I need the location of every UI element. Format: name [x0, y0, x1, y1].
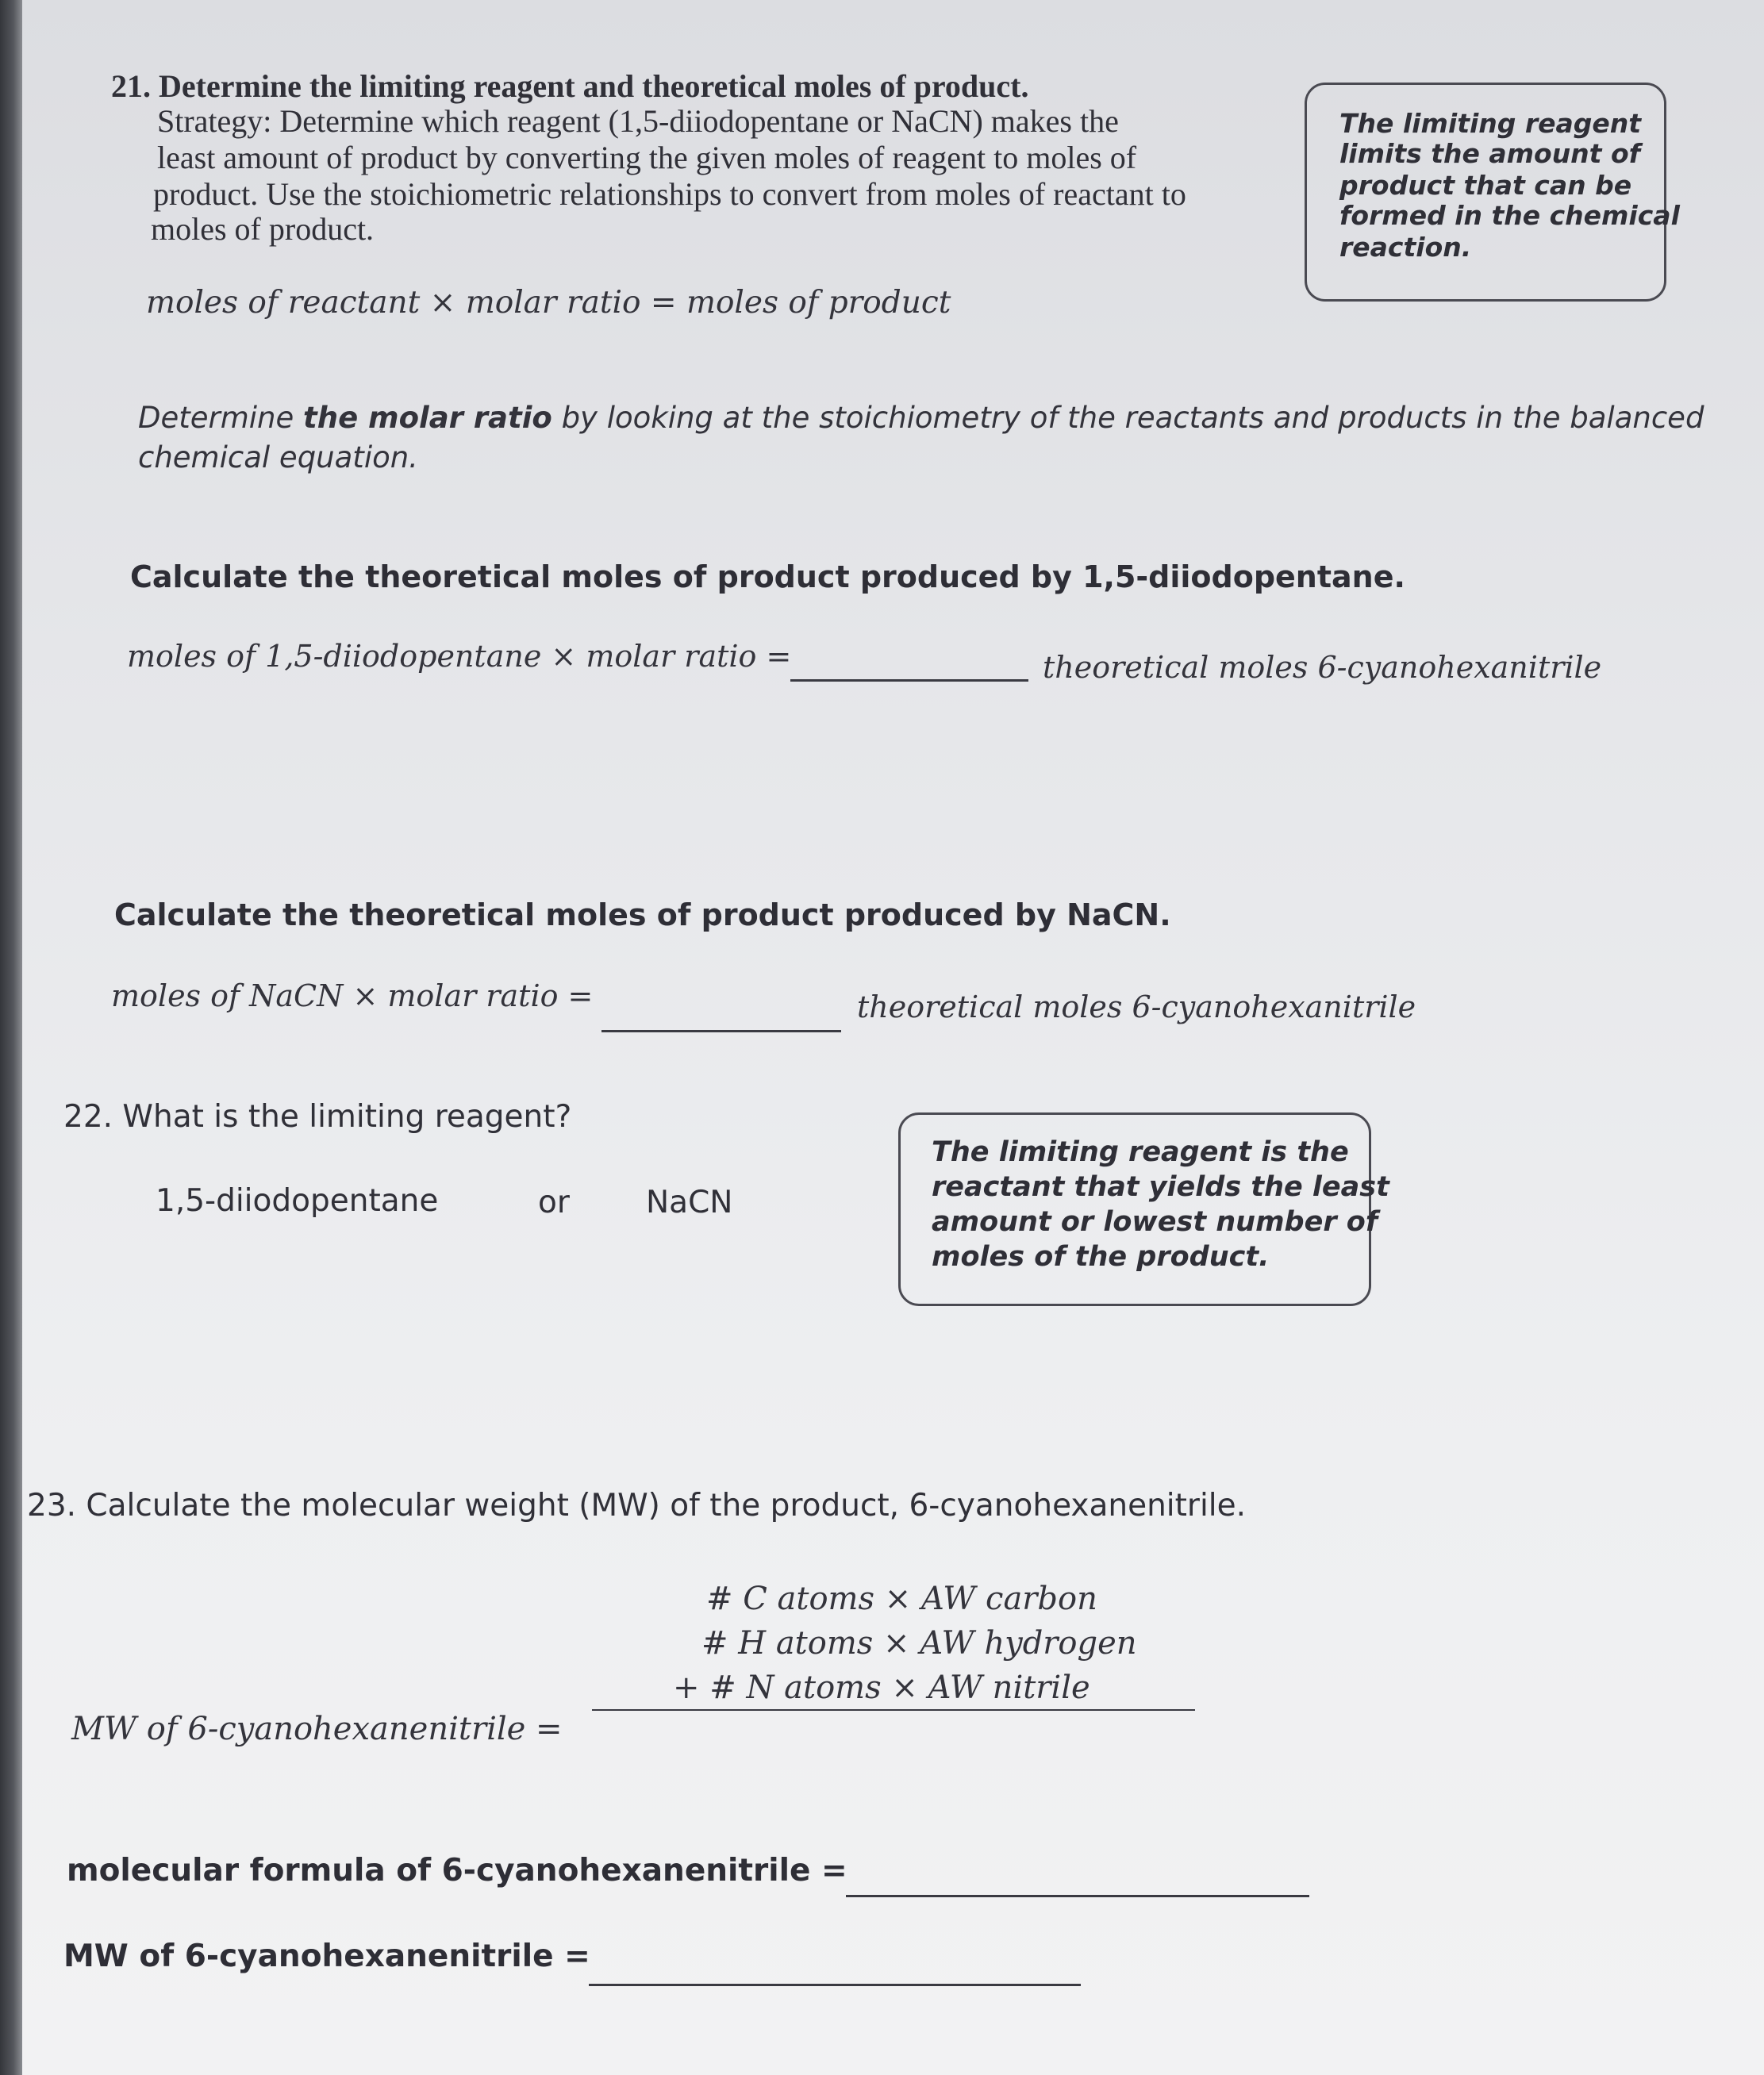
or-label: or [538, 1185, 570, 1220]
molar-ratio-instruction-start: Determine [138, 401, 304, 435]
calc2-answer-blank[interactable] [601, 1030, 841, 1032]
definition-box-line-3: amount or lowest number of [932, 1206, 1378, 1238]
q21-strategy-line-1: Strategy: Determine which reagent (1,5-diiodopentane or NaCN) makes the [157, 103, 1119, 139]
mw-answer-blank[interactable] [589, 1984, 1081, 1986]
note-box-line-1: The limiting reagent [1339, 108, 1642, 139]
q23-heading: 23. Calculate the molecular weight (MW) of the product, 6-cyanohexanenitrile. [27, 1488, 1247, 1524]
molecular-formula-label: molecular formula of 6-cyanohexanenitrile = [67, 1853, 847, 1889]
molar-ratio-instruction-line-1 [138, 402, 1704, 436]
molecular-formula-answer-blank[interactable] [846, 1895, 1309, 1897]
page-left-edge-shadow [0, 0, 22, 2075]
q21-strategy-line-3: product. Use the stoichiometric relationships to convert from moles of reactant to [153, 176, 1186, 212]
note-box-line-3: product that can be [1339, 170, 1632, 201]
note-box-line-5: reaction. [1339, 232, 1472, 263]
option-1-5-diiodopentane[interactable]: 1,5-diiodopentane [156, 1183, 439, 1219]
mw-sum-line [592, 1709, 1195, 1711]
mw-term-hydrogen: # H atoms × AW hydrogen [701, 1625, 1137, 1662]
mw-term-carbon: # C atoms × AW carbon [706, 1581, 1097, 1617]
definition-box-line-4: moles of the product. [932, 1241, 1270, 1273]
calc1-heading: Calculate the theoretical moles of product produced by 1,5-diiodopentane. [130, 559, 1405, 594]
mw-answer-label: MW of 6-cyanohexanenitrile = [63, 1939, 590, 1974]
mw-term-nitrogen: + # N atoms × AW nitrile [673, 1670, 1090, 1706]
calc1-answer-blank[interactable] [790, 679, 1028, 682]
calc2-left-expression: moles of NaCN × molar ratio = [111, 978, 594, 1013]
q22-heading: 22. What is the limiting reagent? [63, 1099, 572, 1135]
definition-box-line-2: reactant that yields the least [932, 1171, 1389, 1203]
calc1-left-expression: moles of 1,5-diiodopentane × molar ratio = [127, 639, 792, 674]
note-box-line-4: formed in the chemical [1339, 200, 1680, 231]
definition-box-line-1: The limiting reagent is the [932, 1136, 1349, 1168]
worksheet-page [22, 0, 1764, 2075]
q21-strategy-line-4: moles of product. [151, 211, 375, 247]
calc2-heading: Calculate the theoretical moles of product produced by NaCN. [114, 897, 1171, 932]
molar-ratio-instruction-rest: by looking at the stoichiometry of the reactants and products in the balanced [551, 401, 1704, 435]
calc2-right-expression: theoretical moles 6-cyanohexanitrile [857, 989, 1416, 1024]
molar-ratio-instruction-line-2: chemical equation. [138, 440, 418, 475]
molar-ratio-bold: the molar ratio [303, 401, 552, 435]
q21-strategy-line-2: least amount of product by converting the given moles of reagent to moles of [157, 140, 1137, 175]
reactant-product-formula: moles of reactant × molar ratio = moles of product [146, 285, 951, 321]
note-box-line-2: limits the amount of [1339, 138, 1640, 169]
mw-of-product-label: MW of 6-cyanohexanenitrile = [71, 1711, 563, 1747]
option-nacn[interactable]: NaCN [646, 1185, 733, 1220]
q21-heading: 21. Determine the limiting reagent and theoretical moles of product. [111, 68, 1029, 104]
calc1-right-expression: theoretical moles 6-cyanohexanitrile [1043, 650, 1602, 685]
